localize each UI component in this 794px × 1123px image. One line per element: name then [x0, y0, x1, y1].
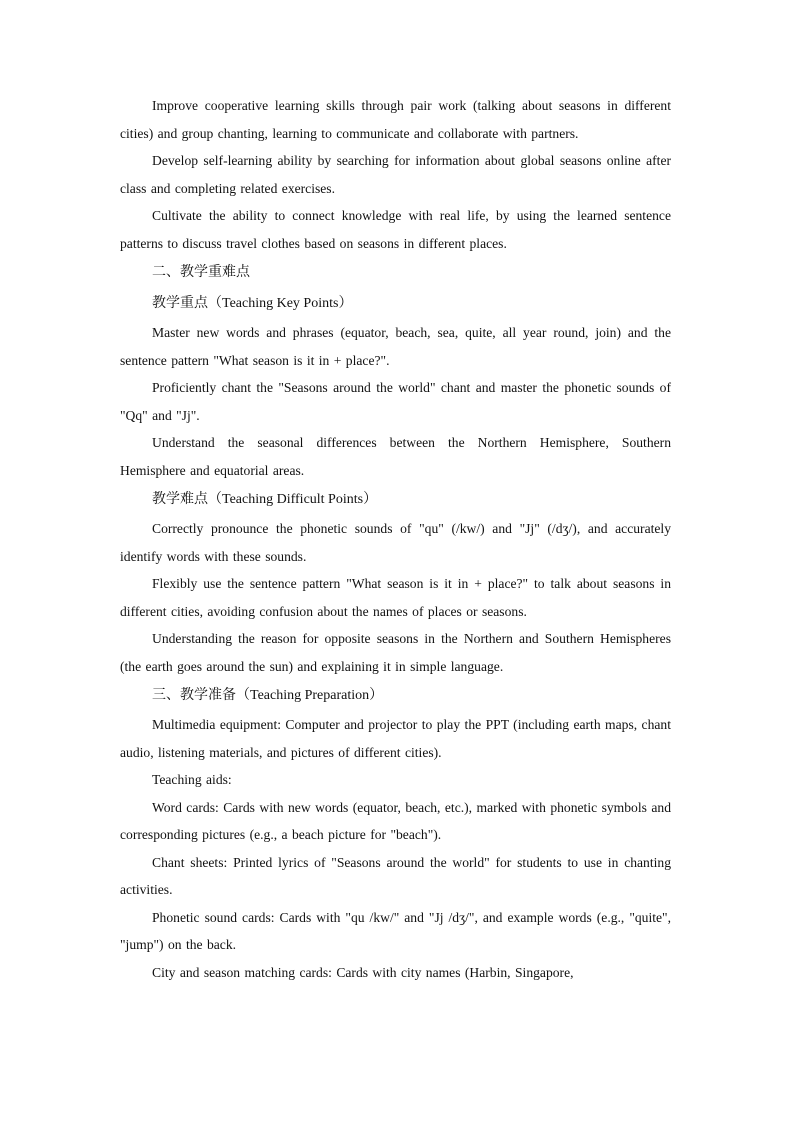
subheading-difficult-points: 教学难点（Teaching Difficult Points） — [152, 492, 378, 507]
paragraph-real-life: Cultivate the ability to connect knowledge with real life, by using the learned sentence patterns to discuss travel clothes based on seasons in different places. — [120, 208, 671, 251]
paragraph-multimedia: Multimedia equipment: Computer and projector to play the PPT (including earth maps, chant audio, listening materials, and pictures of different cities). — [120, 717, 671, 760]
section-heading-key-difficult-points: 二、教学重难点 — [152, 265, 250, 280]
document-page — [120, 92, 671, 986]
paragraph-word-cards: Word cards: Cards with new words (equator, beach, etc.), marked with phonetic symbols and corresponding pictures (e.g., a beach picture for "beach"). — [120, 799, 671, 842]
paragraph-chant-sheets: Chant sheets: Printed lyrics of "Seasons around the world" for students to use in chanting activities. — [120, 854, 671, 897]
section-heading-preparation: 三、教学准备（Teaching Preparation） — [152, 688, 384, 703]
subheading-key-points: 教学重点（Teaching Key Points） — [152, 296, 353, 311]
paragraph-phonetic-cards: Phonetic sound cards: Cards with "qu /kw/" and "Jj /dʒ/", and example words (e.g., "quite", "jump") on the back. — [120, 909, 671, 952]
paragraph-new-words: Master new words and phrases (equator, beach, sea, quite, all year round, join) and the sentence pattern "What season is it in + place?". — [120, 325, 671, 368]
paragraph-self-learning: Develop self-learning ability by searching for information about global seasons online after class and completing related exercises. — [120, 153, 671, 196]
paragraph-matching-cards: City and season matching cards: Cards with city names (Harbin, Singapore, — [152, 964, 574, 980]
paragraph-teaching-aids: Teaching aids: — [152, 772, 232, 787]
paragraph-pronounce: Correctly pronounce the phonetic sounds of "qu" (/kw/) and "Jj" (/dʒ/), and accurately identify words with these sounds. — [120, 521, 671, 564]
paragraph-chant: Proficiently chant the "Seasons around the world" chant and master the phonetic sounds of "Qq" and "Jj". — [120, 380, 671, 423]
paragraph-opposite-seasons: Understanding the reason for opposite seasons in the Northern and Southern Hemispheres (the earth goes around the sun) and explaining it in simple language. — [120, 631, 671, 674]
paragraph-sentence-pattern: Flexibly use the sentence pattern "What season is it in + place?" to talk about seasons in different cities, avoiding confusion about the names of places or seasons. — [120, 576, 671, 619]
paragraph-hemispheres: Understand the seasonal differences between the Northern Hemisphere, Southern Hemisphere and equatorial areas. — [120, 435, 671, 478]
paragraph-cooperative-learning: Improve cooperative learning skills through pair work (talking about seasons in different cities) and group chanting, learning to communicate and collaborate with partners. — [120, 98, 671, 141]
